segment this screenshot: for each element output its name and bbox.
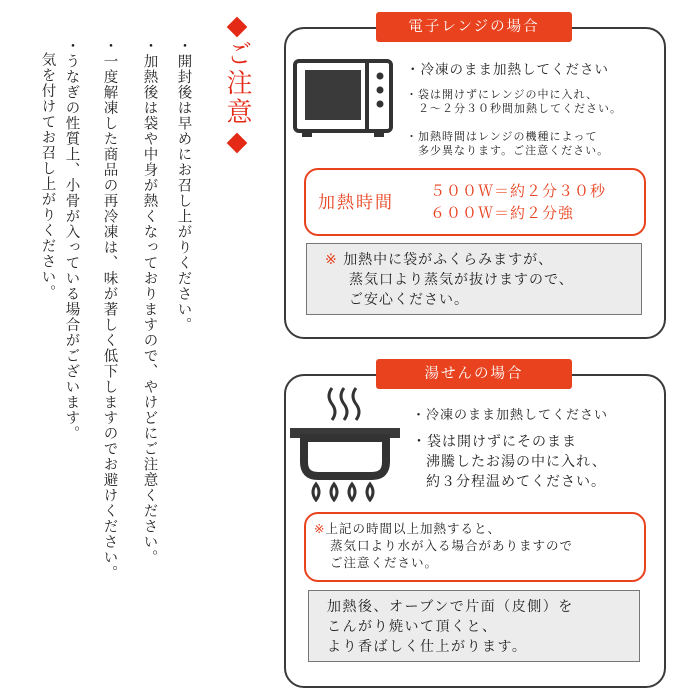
heating-time-500w: ５００Ｗ＝約２分３０秒: [430, 182, 607, 200]
microwave-icon: [292, 58, 400, 142]
precautions-heading: [222, 12, 252, 182]
heating-time-box: [304, 168, 646, 236]
heating-time-label: 加熱時間: [318, 193, 394, 213]
microwave-note-bag: ・袋は開けずにレンジの中に入れ、 ２〜２分３０秒間加熱してください。: [406, 88, 622, 115]
hot-water-caution-box: ※上記の時間以上加熱すると、 蒸気口より水が入る場合がありますので ご注意ください。: [304, 512, 646, 582]
heating-time-600w: ６００Ｗ＝約２分強: [430, 204, 575, 222]
precaution-item-5: 気を付けてお召し上がりください。: [39, 52, 56, 300]
hot-water-tab: 湯せんの場合: [376, 359, 572, 389]
asterisk-icon: ※: [325, 252, 338, 268]
pot-icon: [290, 386, 400, 502]
oven-tip-box: 加熱後、オーブンで片面（皮側）を こんがり焼いて頂くと、 より香ばしく仕上がります。: [308, 590, 640, 662]
precaution-item-2: ・加熱後は袋や中身が熱くなっておりますので、やけどにご注意ください。: [141, 38, 158, 565]
precaution-item-1: ・開封後は早めにお召し上がりください。: [175, 38, 192, 333]
microwave-note-model: ・加熱時間はレンジの機種によって 多少異なります。ご注意ください。: [406, 130, 610, 157]
microwave-note-frozen: ・冷凍のまま加熱してください: [406, 62, 609, 78]
microwave-caution-box: ※ 加熱中に袋がふくらみますが、 蒸気口より蒸気が抜けますので、 ご安心ください。: [306, 243, 642, 315]
microwave-tab: 電子レンジの場合: [376, 12, 572, 42]
precaution-item-4: ・うなぎの性質上、小骨が入っている場合がございます。: [63, 38, 80, 441]
hot-water-note-frozen: ・冷凍のまま加熱してください: [412, 408, 609, 423]
heading-text: ご注意: [222, 40, 252, 127]
diamond-icon: ◆: [226, 126, 248, 157]
diamond-icon: ◆: [226, 10, 248, 41]
precaution-item-3: ・一度解凍した商品の再冷凍は、味が著しく低下しますのでお避けください。: [101, 38, 118, 581]
asterisk-icon: ※: [314, 521, 326, 536]
hot-water-note-bag: ・袋は開けずにそのまま 沸騰したお湯の中に入れ、 約３分程温めてください。: [412, 434, 607, 490]
